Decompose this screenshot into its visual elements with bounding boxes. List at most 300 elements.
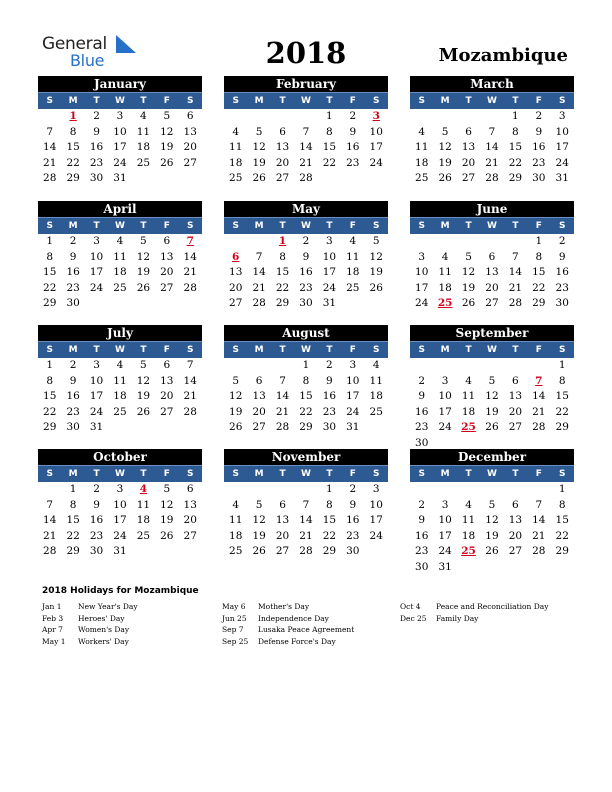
day-cell: 6 <box>163 235 171 247</box>
day-cell: 1 <box>512 110 519 122</box>
day-cell: 27 <box>160 405 174 418</box>
day-cell: 28 <box>485 172 499 184</box>
holiday-day: 7 <box>186 235 194 247</box>
logo-text-blue: Blue <box>70 51 105 70</box>
weekday-label: W <box>487 221 497 231</box>
day-cell: 5 <box>488 498 496 511</box>
day-cell: 15 <box>532 266 546 278</box>
day-cell: 24 <box>89 281 104 294</box>
day-cell: 28 <box>532 545 546 557</box>
day-cell: 22 <box>508 156 523 169</box>
day-cell: 16 <box>322 390 337 402</box>
holiday-item <box>400 601 549 613</box>
day-cell: 10 <box>89 250 104 263</box>
day-cell: 22 <box>43 405 57 418</box>
day-cell: 19 <box>438 156 452 169</box>
day-cell: 30 <box>66 421 80 433</box>
day-cell: 27 <box>508 421 523 433</box>
day-cell: 30 <box>66 297 80 309</box>
day-cell: 30 <box>415 436 429 449</box>
week-row <box>224 498 388 514</box>
day-cell: 9 <box>69 374 77 387</box>
holiday-date: Sep 25 <box>222 636 249 646</box>
month-december <box>410 449 574 575</box>
empty-day-cell <box>271 358 294 374</box>
day-cell: 17 <box>322 266 337 278</box>
day-cell: 12 <box>461 266 476 278</box>
month-title: May <box>224 201 388 217</box>
weekday-label: S <box>232 221 239 231</box>
day-cell: 11 <box>113 250 127 263</box>
day-cell: 29 <box>66 545 80 557</box>
day-cell: 25 <box>369 405 383 418</box>
day-cell: 16 <box>532 141 546 153</box>
day-cell: 27 <box>508 545 523 557</box>
day-cell: 15 <box>275 266 290 278</box>
day-cell: 16 <box>346 141 360 153</box>
day-cell: 30 <box>532 172 546 184</box>
day-cell: 22 <box>532 281 546 294</box>
day-cell: 22 <box>555 529 569 542</box>
holiday-date: Sep 7 <box>222 625 244 634</box>
empty-day-cell <box>410 482 433 498</box>
empty-day-cell <box>504 234 527 250</box>
day-cell: 14 <box>485 141 499 153</box>
day-cell: 11 <box>438 266 452 278</box>
day-cell: 3 <box>116 483 124 495</box>
empty-day-cell <box>341 171 364 187</box>
holiday-day: 3 <box>372 110 380 122</box>
day-cell: 5 <box>441 125 449 138</box>
weekday-label: T <box>93 345 100 355</box>
holiday-name: Mother's Day <box>258 602 310 611</box>
day-cell: 27 <box>275 545 290 557</box>
day-cell: 25 <box>415 172 429 184</box>
weekday-label: T <box>279 221 286 231</box>
holiday-day: 1 <box>278 235 287 247</box>
empty-day-cell <box>504 560 527 576</box>
day-cell: 19 <box>485 405 499 418</box>
day-cell: 21 <box>275 405 290 418</box>
day-cell: 3 <box>558 110 566 122</box>
day-cell: 13 <box>183 498 197 511</box>
day-cell: 8 <box>558 498 566 511</box>
day-cell: 16 <box>346 514 360 526</box>
day-cell: 17 <box>438 405 452 418</box>
holiday-item <box>42 601 138 613</box>
week-row <box>224 389 388 405</box>
day-cell: 18 <box>136 514 151 526</box>
day-cell: 9 <box>418 514 426 526</box>
weekday-label: S <box>418 96 425 106</box>
day-cell: 30 <box>322 421 337 433</box>
day-cell: 26 <box>252 172 266 184</box>
day-cell: 27 <box>183 156 197 169</box>
day-cell: 30 <box>299 297 313 309</box>
day-cell: 26 <box>229 421 243 433</box>
day-cell: 2 <box>349 483 357 495</box>
day-cell: 9 <box>418 390 426 402</box>
day-cell: 18 <box>113 390 127 402</box>
weekday-label: S <box>46 96 53 106</box>
holidays-title: 2018 Holidays for Mozambique <box>42 586 199 596</box>
day-cell: 28 <box>183 405 197 418</box>
day-cell: 8 <box>326 125 333 138</box>
day-cell: 24 <box>89 405 104 418</box>
day-cell: 26 <box>485 421 499 433</box>
empty-day-cell <box>179 171 202 187</box>
day-cell: 10 <box>322 250 337 263</box>
holiday-day: 6 <box>232 250 240 263</box>
empty-day-cell <box>247 358 270 374</box>
week-row <box>410 374 574 390</box>
day-cell: 8 <box>326 498 333 511</box>
weekday-label: T <box>326 469 333 479</box>
day-cell: 28 <box>532 421 546 433</box>
weekday-label: T <box>465 221 472 231</box>
day-cell: 10 <box>113 498 127 511</box>
day-cell: 7 <box>279 374 286 387</box>
holiday-day: 25 <box>437 297 453 309</box>
weekday-label: T <box>512 469 519 479</box>
weekday-label: M <box>68 469 78 479</box>
day-cell: 7 <box>255 250 263 263</box>
day-cell: 13 <box>229 266 243 278</box>
week-row <box>410 529 574 545</box>
day-cell: 1 <box>326 110 333 122</box>
empty-day-cell <box>365 171 388 187</box>
day-cell: 20 <box>252 405 266 418</box>
empty-day-cell <box>155 296 178 312</box>
day-cell: 23 <box>66 281 80 294</box>
holiday-day: 25 <box>461 421 476 433</box>
day-cell: 31 <box>89 421 104 433</box>
day-cell: 16 <box>415 405 429 418</box>
day-cell: 15 <box>66 514 80 526</box>
empty-day-cell <box>38 109 61 125</box>
week-row <box>38 281 202 297</box>
weekday-label: S <box>418 469 425 479</box>
month-title: August <box>224 325 388 341</box>
day-cell: 23 <box>322 405 337 418</box>
weekday-label: T <box>512 345 519 355</box>
empty-day-cell <box>132 296 155 312</box>
day-cell: 1 <box>46 359 54 371</box>
empty-day-cell <box>527 560 550 576</box>
day-cell: 4 <box>232 498 240 511</box>
day-cell: 5 <box>465 250 472 263</box>
weekday-label: M <box>440 345 450 355</box>
day-cell: 15 <box>299 390 313 402</box>
empty-day-cell <box>504 358 527 374</box>
day-cell: 1 <box>326 483 333 495</box>
day-cell: 30 <box>555 297 569 309</box>
day-cell: 3 <box>326 235 333 247</box>
day-cell: 19 <box>136 390 151 402</box>
day-cell: 15 <box>508 141 523 153</box>
day-cell: 6 <box>186 110 194 122</box>
day-cell: 18 <box>461 529 476 542</box>
day-cell: 11 <box>136 498 151 511</box>
weekday-label: T <box>465 345 472 355</box>
country-name: Mozambique <box>438 45 568 66</box>
day-cell: 7 <box>302 498 310 511</box>
day-cell: 16 <box>89 141 104 153</box>
day-cell: 4 <box>465 374 472 387</box>
week-row <box>410 420 574 436</box>
day-cell: 26 <box>252 545 266 557</box>
month-february <box>224 76 388 187</box>
week-row <box>38 482 202 498</box>
day-cell: 11 <box>136 125 151 138</box>
day-cell: 31 <box>438 560 452 573</box>
empty-day-cell <box>179 296 202 312</box>
empty-day-cell <box>410 109 433 125</box>
day-cell: 28 <box>508 297 523 309</box>
weekday-label: M <box>68 345 78 355</box>
weekday-label: S <box>46 469 53 479</box>
empty-day-cell <box>410 358 433 374</box>
weekday-header <box>410 92 574 109</box>
day-cell: 21 <box>299 529 313 542</box>
day-cell: 9 <box>558 250 566 263</box>
empty-day-cell <box>132 544 155 560</box>
weekday-label: M <box>440 469 450 479</box>
day-cell: 31 <box>322 297 337 309</box>
weekday-header <box>224 217 388 234</box>
empty-day-cell <box>527 358 550 374</box>
day-cell: 17 <box>438 529 452 542</box>
weekday-label: S <box>559 469 566 479</box>
weekday-label: S <box>373 96 380 106</box>
week-row <box>410 544 574 560</box>
day-cell: 1 <box>535 235 543 247</box>
day-cell: 22 <box>66 529 80 542</box>
weekday-label: S <box>187 96 194 106</box>
week-row <box>38 250 202 266</box>
weekday-label: T <box>326 96 333 106</box>
day-cell: 21 <box>183 266 197 278</box>
week-row <box>410 560 574 576</box>
day-cell: 9 <box>93 125 100 138</box>
month-january <box>38 76 202 187</box>
empty-day-cell <box>457 234 480 250</box>
week-row <box>410 265 574 281</box>
month-title: March <box>410 76 574 92</box>
day-cell: 22 <box>43 281 57 294</box>
week-row <box>224 109 388 125</box>
day-cell: 3 <box>116 110 124 122</box>
day-cell: 25 <box>113 405 127 418</box>
day-cell: 12 <box>160 125 174 138</box>
holiday-item <box>400 613 549 625</box>
day-cell: 29 <box>555 545 569 557</box>
day-cell: 21 <box>183 390 197 402</box>
day-cell: 28 <box>299 545 313 557</box>
month-june <box>410 201 574 312</box>
day-cell: 10 <box>415 266 429 278</box>
day-cell: 4 <box>116 359 124 371</box>
day-cell: 19 <box>461 281 476 294</box>
holiday-name: Defense Force's Day <box>258 636 336 646</box>
weekday-label: F <box>349 469 356 479</box>
day-cell: 23 <box>346 156 360 169</box>
day-cell: 18 <box>229 156 243 169</box>
month-title: September <box>410 325 574 341</box>
day-cell: 29 <box>555 421 569 433</box>
day-cell: 4 <box>465 498 472 511</box>
weekday-label: W <box>487 345 497 355</box>
weekday-label: T <box>93 96 100 106</box>
day-cell: 23 <box>532 156 546 169</box>
week-row <box>224 234 388 250</box>
day-cell: 12 <box>160 498 174 511</box>
day-cell: 15 <box>555 514 569 526</box>
holiday-name: Heroes' Day <box>78 613 125 623</box>
day-cell: 6 <box>279 125 286 138</box>
weekday-label: S <box>232 345 239 355</box>
empty-day-cell <box>318 171 341 187</box>
weekday-label: W <box>115 96 125 106</box>
day-cell: 17 <box>369 514 383 526</box>
month-may <box>224 201 388 312</box>
week-row <box>410 358 574 374</box>
week-row <box>224 140 388 156</box>
empty-day-cell <box>365 296 388 312</box>
day-cell: 18 <box>229 529 243 542</box>
week-row <box>38 389 202 405</box>
day-cell: 6 <box>163 359 171 371</box>
weekday-header <box>38 92 202 109</box>
day-cell: 5 <box>488 374 496 387</box>
holiday-date: Jun 25 <box>222 613 247 623</box>
week-row <box>224 482 388 498</box>
month-title: November <box>224 449 388 465</box>
day-cell: 12 <box>252 514 266 526</box>
day-cell: 12 <box>136 250 151 263</box>
day-cell: 16 <box>66 390 80 402</box>
empty-day-cell <box>457 560 480 576</box>
day-cell: 10 <box>89 374 104 387</box>
day-cell: 2 <box>93 110 100 122</box>
weekday-label: F <box>349 221 356 231</box>
empty-day-cell <box>179 420 202 436</box>
week-row <box>38 529 202 545</box>
weekday-header <box>38 465 202 482</box>
day-cell: 11 <box>461 514 476 526</box>
empty-day-cell <box>457 482 480 498</box>
empty-day-cell <box>155 420 178 436</box>
weekday-label: S <box>559 345 566 355</box>
weekday-label: T <box>140 345 147 355</box>
holiday-date: Dec 25 <box>400 613 427 623</box>
month-title: February <box>224 76 388 92</box>
weekday-label: T <box>512 221 519 231</box>
day-cell: 13 <box>160 374 174 387</box>
day-cell: 19 <box>136 266 151 278</box>
empty-day-cell <box>132 420 155 436</box>
weekday-label: F <box>163 469 170 479</box>
day-cell: 27 <box>229 297 243 309</box>
day-cell: 24 <box>369 529 383 542</box>
day-cell: 13 <box>508 514 523 526</box>
weekday-label: T <box>279 469 286 479</box>
day-cell: 4 <box>349 235 357 247</box>
day-cell: 16 <box>555 266 569 278</box>
day-cell: 24 <box>415 297 429 309</box>
holidays-column <box>400 601 549 624</box>
day-cell: 15 <box>555 390 569 402</box>
day-cell: 20 <box>160 266 174 278</box>
day-cell: 26 <box>160 529 174 542</box>
weekday-label: S <box>232 469 239 479</box>
day-cell: 10 <box>113 125 127 138</box>
week-row <box>410 125 574 141</box>
week-row <box>38 420 202 436</box>
day-cell: 19 <box>252 156 266 169</box>
day-cell: 25 <box>229 545 243 557</box>
week-row <box>38 171 202 187</box>
day-cell: 19 <box>369 266 383 278</box>
day-cell: 9 <box>326 374 333 387</box>
day-cell: 18 <box>415 156 429 169</box>
day-cell: 21 <box>532 529 546 542</box>
weekday-label: F <box>535 221 542 231</box>
empty-day-cell <box>527 482 550 498</box>
day-cell: 10 <box>438 390 452 402</box>
weekday-label: M <box>254 221 264 231</box>
day-cell: 20 <box>183 141 197 153</box>
day-cell: 8 <box>558 374 566 387</box>
day-cell: 28 <box>183 281 197 294</box>
empty-day-cell <box>294 482 317 498</box>
day-cell: 29 <box>66 172 80 184</box>
day-cell: 22 <box>322 156 337 169</box>
week-row <box>410 140 574 156</box>
day-cell: 27 <box>183 529 197 542</box>
day-cell: 20 <box>275 156 290 169</box>
day-cell: 17 <box>346 390 360 402</box>
day-cell: 3 <box>93 235 100 247</box>
day-cell: 2 <box>93 483 100 495</box>
day-cell: 23 <box>415 545 429 557</box>
weekday-header <box>38 217 202 234</box>
day-cell: 6 <box>488 250 496 263</box>
day-cell: 18 <box>369 390 383 402</box>
week-row <box>38 405 202 421</box>
weekday-label: F <box>163 345 170 355</box>
week-row <box>38 234 202 250</box>
day-cell: 5 <box>232 374 240 387</box>
day-cell: 17 <box>113 514 127 526</box>
day-cell: 12 <box>485 514 499 526</box>
holiday-date: Feb 3 <box>42 613 64 623</box>
day-cell: 30 <box>346 545 360 557</box>
day-cell: 16 <box>415 529 429 542</box>
weekday-label: S <box>373 345 380 355</box>
day-cell: 26 <box>485 545 499 557</box>
empty-day-cell <box>38 482 61 498</box>
weekday-label: T <box>93 221 100 231</box>
day-cell: 8 <box>535 250 543 263</box>
weekday-label: T <box>279 345 286 355</box>
weekday-header <box>410 341 574 358</box>
day-cell: 23 <box>346 529 360 542</box>
weekday-label: W <box>301 469 311 479</box>
holiday-date: Oct 4 <box>400 602 421 611</box>
empty-day-cell <box>365 544 388 560</box>
week-row <box>224 529 388 545</box>
